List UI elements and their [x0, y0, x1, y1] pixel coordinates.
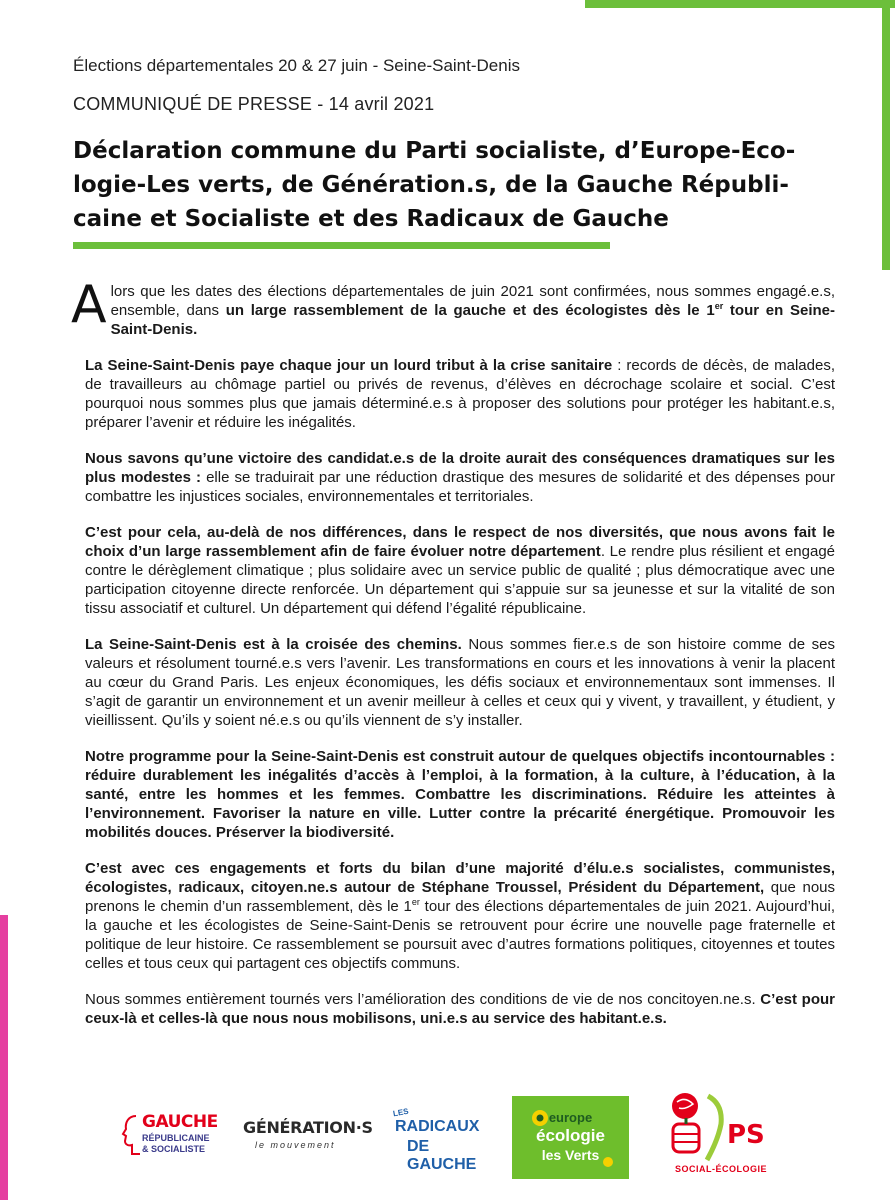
fist-rose-icon	[663, 1090, 727, 1168]
paragraph-1: Alors que les dates des élections départementales de juin 2021 sont confirmées, nous sommes engagé.e.s, ensemble, dans un large rassemblement de la gauche et des écologistes dès le 1er tour en Seine-Saint-Denis.	[71, 275, 835, 338]
paragraph-6: Notre programme pour la Seine-Saint-Denis est construit autour de quelques objectifs incontournables : réduire durablement les inégalités d’accès à l’emploi, à la formation, à la culture, à l’éducation, à la santé, entre les hommes et les femmes. Combattre les discriminations. Réduire les atteintes à l’environnement. Favoriser la nature en ville. Lutter contre la précarité énergétique. Promouvoir les mobilités douces. Préserver la biodiversité.	[85, 748, 835, 841]
paragraph-2: La Seine-Saint-Denis paye chaque jour un lourd tribut à la crise sanitaire : records de décès, de malades, de travailleurs au chômage partiel ou privés de revenus, d’élèves en décrochage scolaire et social. C’est pourquoi nous sommes plus que jamais déterminé.e.s à proposer des solutions pour protéger les habitant.e.s, préparer l’avenir et réduire les inégalités.	[85, 357, 835, 431]
logo-generations: GÉNÉRATION·S le mouvement	[243, 1118, 373, 1150]
event-line: Élections départementales 20 & 27 juin - Seine-Saint-Denis	[73, 56, 520, 75]
logo-gauche-republicaine-socialiste: GAUCHE RÉPUBLICAINE & SOCIALISTE	[120, 1112, 230, 1162]
pink-side-bar	[0, 915, 8, 1200]
title-underline	[73, 242, 610, 249]
dropcap: A	[71, 275, 107, 335]
paragraph-8: Nous sommes entièrement tournés vers l’amélioration des conditions de vie de nos concitoyen.ne.s. C’est pour ceux-là et celles-là que nous nous mobilisons, uni.e.s au service des habitant.e.s.	[85, 991, 835, 1027]
paragraph-3: Nous savons qu’une victoire des candidat.e.s de la droite aurait des conséquences dramatiques sur les plus modestes : elle se traduirait par une réduction drastique des mesures de solidarité et des dépenses pour combattre les injustices sociales, environnementales et territoriales.	[85, 450, 835, 505]
logo-parti-socialiste: PS SOCIAL-ÉCOLOGIE	[663, 1090, 793, 1180]
logo-radicaux-de-gauche: LES RADICAUX DE GAUCHE	[392, 1106, 480, 1173]
paragraph-5: La Seine-Saint-Denis est à la croisée des chemins. Nous sommes fier.e.s de son histoire comme de ses valeurs et résolument tourné.e.s vers l’avenir. Les transformations en cours et les innovations à venir la placent au cœur du Grand Paris. Les enjeux économiques, les défis sociaux et environnementaux sont immenses. Il s’agit de garantir un environnement et un avenir meilleur à celles et ceux qui y vivent, y travaillent, y étudient, y vieillissent. Qu’ils y soient né.e.s ou qu’ils viennent de s’y installer.	[85, 636, 836, 729]
party-logos	[115, 1090, 815, 1180]
green-corner-bar-right	[882, 0, 890, 270]
profile-face-icon	[120, 1114, 142, 1158]
green-corner-bar-top	[585, 0, 895, 8]
press-release-date: COMMUNIQUÉ DE PRESSE - 14 avril 2021	[73, 94, 435, 114]
paragraph-4: C’est pour cela, au-delà de nos différences, dans le respect de nos diversités, que nous avons fait le choix d’un large rassemblement afin de faire évoluer notre département. Le rendre plus résilient et engagé contre le dérèglement climatique ; plus solidaire avec un service public de qualité ; plus démocratique avec une participation citoyenne directe renforcée. Un département qui s’appuie sur sa jeunesse et sur la vitalité de son tissu associatif et culturel. Un département qui défend l’égalité républicaine.	[85, 524, 836, 617]
paragraph-7: C’est avec ces engagements et forts du bilan d’une majorité d’élu.e.s socialistes, communistes, écologistes, radicaux, citoyen.ne.s autour de Stéphane Troussel, Président du Département, que nous prenons le chemin d’un rassemblement, dès le 1er tour des élections départementales de juin 2021. Aujourd’hui, la gauche et les écologistes de Seine-Saint-Denis se retrouvent pour écrire une nouvelle page fraternelle et politique de leur histoire. Ce rassemblement se poursuit avec d’autres formations politiques, citoyennes et toutes celles et tous ceux qui partagent ces objectifs communs.	[85, 860, 835, 972]
press-release-body	[71, 275, 836, 1045]
page-title: Déclaration commune du Parti socialiste, d’Europe-Ecologie-Les verts, de Génération.s, de la Gauche Républicaine et Socialiste et des Radicaux de Gauche	[73, 138, 796, 232]
logo-europe-ecologie-les-verts: europe écologie les Verts	[512, 1096, 629, 1179]
